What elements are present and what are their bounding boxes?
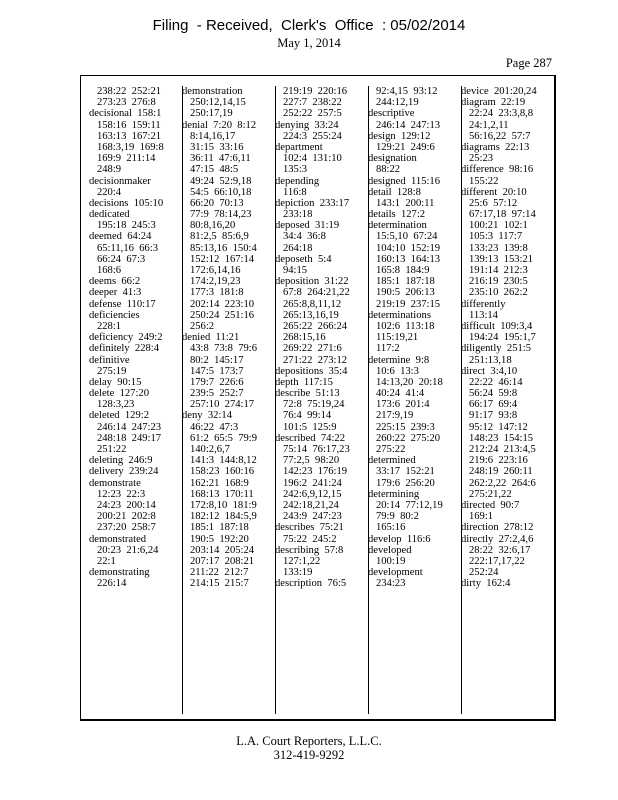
index-entry-line: 207:17 208:21	[182, 555, 255, 567]
index-entry-line: 256:2	[182, 320, 215, 332]
index-entry-line: 31:15 33:16	[182, 141, 244, 153]
index-entry-line: difficult 109:3,4	[461, 320, 533, 332]
index-entry-line: 116:8	[275, 186, 307, 198]
index-entry-line: difference 98:16	[461, 164, 534, 176]
index-entry-line: deposed 31:19	[275, 220, 340, 232]
index-entry-line: 105:3 117:7	[461, 231, 523, 243]
index-entry-line: 67:17,18 97:14	[461, 209, 536, 221]
hearing-date: May 1, 2014	[277, 36, 341, 50]
index-entry-line: 10:6 13:3	[368, 365, 419, 377]
index-entry-line: 248:9	[89, 164, 122, 176]
index-entry-line: 242:6,9,12,15	[275, 488, 342, 500]
index-entry-line: 235:10 262:2	[461, 287, 528, 299]
index-entry-line: direction 278:12	[461, 522, 534, 534]
index-entry-line: 158:16 159:11	[89, 119, 161, 131]
index-entry-line: 275:21,22	[461, 488, 512, 500]
index-entry-line: 43:8 73:8 79:6	[182, 343, 258, 355]
index-entry-line: 139:13 153:21	[461, 253, 534, 265]
index-entry-line: 25:23	[461, 153, 494, 165]
index-entry-line: 77:2,5 98:20	[275, 455, 340, 467]
index-entry-line: 220:4	[89, 186, 122, 198]
index-entry-line: 100:19	[368, 555, 406, 567]
index-entry-line: 92:4,15 93:12	[368, 86, 438, 97]
index-entry-line: defense 110:17	[89, 298, 156, 310]
index-entry-line: depth 117:15	[275, 376, 333, 388]
filing-stamp: Filing - Received, Clerk's Office : 05/02/2014	[152, 17, 466, 34]
index-entry-line: description 76:5	[275, 578, 347, 590]
index-entry-line: 168:6	[89, 265, 122, 276]
index-entry-line: 162:21 168:9	[182, 477, 249, 489]
index-entry-line: differently	[461, 298, 506, 310]
index-entry-line: deposition 31:22	[275, 276, 349, 288]
index-entry-line: designed 115:16	[368, 175, 440, 187]
index-entry-line: 242:18,21,24	[275, 499, 339, 511]
index-entry-line: 117:2	[368, 343, 400, 355]
index-entry-line: 76:4 99:14	[275, 410, 332, 422]
index-entry-line: 142:23 176:19	[275, 466, 348, 478]
index-entry-line: 190:5 206:13	[368, 287, 435, 299]
index-entry-line: 22:22 46:14	[461, 376, 523, 388]
index-entry-line: 129:21 249:6	[368, 141, 435, 153]
index-entry-line: 33:17 152:21	[368, 466, 435, 478]
index-entry-line: 65:11,16 66:3	[89, 242, 159, 254]
index-entry-line: 102:6 113:18	[368, 320, 435, 332]
index-entry-line: 24:23 200:14	[89, 499, 156, 511]
index-entry-line: denied 11:21	[182, 332, 240, 344]
index-column-3	[275, 86, 367, 714]
index-entry-line: development	[368, 567, 423, 579]
index-column-1	[89, 86, 181, 714]
index-entry-line: 195:18 245:3	[89, 220, 156, 232]
index-entry-line: 225:15 239:3	[368, 421, 435, 433]
index-entry-line: 194:24 195:1,7	[461, 332, 536, 344]
index-entry-line: 165:16	[368, 522, 406, 534]
index-entry-line: 168:3,19 169:8	[89, 141, 164, 153]
index-entry-line: 141:3 144:8,12	[182, 455, 257, 467]
index-entry-line: designation	[368, 153, 417, 165]
index-entry-line: 271:22 273:12	[275, 354, 348, 366]
index-entry-line: 244:12,19	[368, 97, 419, 109]
index-entry-line: 169:1	[461, 511, 494, 523]
index-entry-line: 239:5 252:7	[182, 388, 244, 400]
index-entry-line: 179:7 226:6	[182, 376, 244, 388]
index-entry-line: 15:5,10 67:24	[368, 231, 438, 243]
index-entry-line: 216:19 230:5	[461, 276, 528, 288]
index-entry-line: 155:22	[461, 175, 499, 187]
index-entry-line: deleted 129:2	[89, 410, 150, 422]
index-entry-line: 234:23	[368, 578, 406, 590]
index-entry-line: 265:13,16,19	[275, 309, 339, 321]
index-entry-line: 165:8 184:9	[368, 265, 430, 276]
index-entry-line: 219:19 220:16	[275, 86, 348, 97]
index-entry-line: 233:18	[275, 209, 313, 221]
index-entry-line: 269:22 271:6	[275, 343, 342, 355]
index-entry-line: 72:8 75:19,24	[275, 399, 345, 411]
index-entry-line: 250:24 251:16	[182, 309, 255, 321]
index-entry-line: 211:22 212:7	[182, 567, 249, 579]
index-entry-line: 28:22 32:6,17	[461, 544, 531, 556]
index-entry-line: determining	[368, 488, 420, 500]
index-entry-line: 100:21 102:1	[461, 220, 528, 232]
index-entry-line: dedicated	[89, 209, 130, 221]
index-entry-line: diagram 22:19	[461, 97, 526, 109]
index-entry-line: 49:24 52:9,18	[182, 175, 252, 187]
index-column-4	[368, 86, 460, 714]
index-entry-line: detail 128:8	[368, 186, 421, 198]
index-entry-line: 224:3 255:24	[275, 130, 342, 142]
index-entry-line: 80:2 145:17	[182, 354, 244, 366]
index-entry-line: 196:2 241:24	[275, 477, 342, 489]
index-entry-line: decisional 158:1	[89, 108, 162, 120]
index-entry-line: 113:14	[461, 309, 498, 321]
index-entry-line: 133:19	[275, 567, 313, 579]
index-entry-line: 185:1 187:18	[182, 522, 249, 534]
index-entry-line: 265:22 266:24	[275, 320, 348, 332]
index-entry-line: directly 27:2,4,6	[461, 533, 534, 545]
index-entry-line: 251:13,18	[461, 354, 512, 366]
index-entry-line: 257:10 274:17	[182, 399, 255, 411]
index-entry-line: 252:24	[461, 567, 499, 579]
index-entry-line: 12:23 22:3	[89, 488, 146, 500]
index-entry-line: 143:1 200:11	[368, 197, 435, 209]
index-entry-line: decisionmaker	[89, 175, 151, 187]
index-entry-line: 22:24 23:3,8,8	[461, 108, 534, 120]
index-entry-line: 66:24 67:3	[89, 253, 146, 265]
index-entry-line: device 201:20,24	[461, 86, 537, 97]
index-entry-line: 238:22 252:21	[89, 86, 162, 97]
index-entry-line: 190:5 192:20	[182, 533, 249, 545]
index-entry-line: determinations	[368, 309, 431, 321]
index-entry-line: denying 33:24	[275, 119, 339, 131]
index-entry-line: depositions 35:4	[275, 365, 348, 377]
index-entry-line: 264:18	[275, 242, 313, 254]
index-entry-line: deleting 246:9	[89, 455, 153, 467]
index-entry-line: 237:20 258:7	[89, 522, 156, 534]
index-entry-line: 34:4 36:8	[275, 231, 326, 243]
index-entry-line: 169:9 211:14	[89, 153, 156, 165]
index-entry-line: describe 51:13	[275, 388, 340, 400]
index-entry-line: determined	[368, 455, 416, 467]
index-entry-line: 115:19,21	[368, 332, 419, 344]
index-entry-line: 202:14 223:10	[182, 298, 255, 310]
index-entry-line: 133:23 139:8	[461, 242, 528, 254]
index-entry-line: 177:3 181:8	[182, 287, 244, 299]
index-entry-line: 265:8,8,11,12	[275, 298, 342, 310]
index-entry-line: 75:14 76:17,23	[275, 444, 350, 455]
index-entry-line: 80:8,16,20	[182, 220, 236, 232]
index-entry-line: 217:9,19	[368, 410, 414, 422]
index-entry-line: 79:9 80:2	[368, 511, 419, 523]
index-entry-line: 268:15,16	[275, 332, 326, 344]
index-entry-line: delay 90:15	[89, 376, 142, 388]
index-entry-line: 262:2,22 264:6	[461, 477, 536, 489]
index-entry-line: 275:19	[89, 365, 127, 377]
index-entry-line: 172:8,10 181:9	[182, 499, 257, 511]
index-entry-line: 54:5 66:10,18	[182, 186, 252, 198]
reporter-name: L.A. Court Reporters, L.L.C.	[236, 734, 382, 748]
index-entry-line: 40:24 41:4	[368, 388, 425, 400]
index-entry-line: 61:2 65:5 79:9	[182, 432, 258, 444]
index-entry-line: 250:12,14,15	[182, 97, 246, 109]
index-entry-line: delivery 239:24	[89, 466, 159, 478]
index-entry-line: 228:1	[89, 320, 122, 332]
index-entry-line: 25:6 57:12	[461, 197, 518, 209]
index-entry-line: 81:2,5 85:6,9	[182, 231, 249, 243]
index-entry-line: definitive	[89, 354, 130, 366]
index-entry-line: 252:22 257:5	[275, 108, 342, 120]
index-entry-line: 275:22	[368, 444, 406, 455]
index-entry-line: 104:10 152:19	[368, 242, 441, 254]
index-entry-line: 248:18 249:17	[89, 432, 162, 444]
reporter-phone: 312-419-9292	[273, 748, 345, 762]
index-entry-line: developed	[368, 544, 412, 556]
index-column-5	[461, 86, 553, 714]
index-entry-line: 20:14 77:12,19	[368, 499, 443, 511]
index-entry-line: deems 66:2	[89, 276, 141, 288]
index-entry-line: diagrams 22:13	[461, 141, 530, 153]
index-entry-line: different 20:10	[461, 186, 527, 198]
index-entry-line: demonstrate	[89, 477, 141, 489]
index-entry-line: 85:13,16 150:4	[182, 242, 257, 254]
index-entry-line: 227:7 238:22	[275, 97, 342, 109]
index-entry-line: describing 57:8	[275, 544, 344, 556]
index-entry-line: 20:23 21:6,24	[89, 544, 159, 556]
index-entry-line: 140:2,6,7	[182, 444, 230, 455]
index-entry-line: 8:14,16,17	[182, 130, 236, 142]
index-entry-line: descriptive	[368, 108, 415, 120]
index-entry-line: delete 127:20	[89, 388, 150, 400]
index-entry-line: determine 9:8	[368, 354, 430, 366]
index-entry-line: 222:17,17,22	[461, 555, 525, 567]
index-entry-line: 273:23 276:8	[89, 97, 156, 109]
index-entry-line: 152:12 167:14	[182, 253, 255, 265]
index-entry-line: details 127:2	[368, 209, 426, 221]
index-entry-line: decisions 105:10	[89, 197, 164, 209]
index-entry-line: 160:13 164:13	[368, 253, 441, 265]
index-entry-line: 56:16,22 57:7	[461, 130, 531, 142]
index-entry-line: 251:22	[89, 444, 127, 455]
index-entry-line: 102:4 131:10	[275, 153, 342, 165]
index-entry-line: design 129:12	[368, 130, 431, 142]
index-entry-line: deposeth 5:4	[275, 253, 332, 265]
index-entry-line: depiction 233:17	[275, 197, 350, 209]
index-entry-line: 36:11 47:6,11	[182, 153, 251, 165]
index-entry-line: 66:20 70:13	[182, 197, 244, 209]
index-entry-line: 128:3,23	[89, 399, 135, 411]
index-entry-line: 203:14 205:24	[182, 544, 255, 556]
index-entry-line: develop 116:6	[368, 533, 431, 545]
index-entry-line: demonstrated	[89, 533, 147, 545]
index-entry-line: described 74:22	[275, 432, 346, 444]
index-entry-line: 95:12 147:12	[461, 421, 528, 433]
index-entry-line: 94:15	[275, 265, 308, 276]
index-entry-line: 67:8 264:21,22	[275, 287, 350, 299]
index-entry-line: 88:22	[368, 164, 401, 176]
index-entry-line: diligently 251:5	[461, 343, 532, 355]
index-entry-line: 173:6 201:4	[368, 399, 430, 411]
index-entry-line: 77:9 78:14,23	[182, 209, 252, 221]
index-entry-line: 191:14 212:3	[461, 265, 528, 276]
index-entry-line: 219:19 237:15	[368, 298, 441, 310]
index-entry-line: depending	[275, 175, 320, 187]
index-entry-line: 24:1,2,11	[461, 119, 509, 131]
index-entry-line: denial 7:20 8:12	[182, 119, 257, 131]
index-entry-line: 101:5 125:9	[275, 421, 337, 433]
index-entry-line: 56:24 59:8	[461, 388, 518, 400]
index-entry-line: 147:5 173:7	[182, 365, 244, 377]
index-entry-line: 185:1 187:18	[368, 276, 435, 288]
index-entry-line: 172:6,14,16	[182, 265, 241, 276]
index-entry-line: 163:13 167:21	[89, 130, 162, 142]
index-entry-line: dirty 162:4	[461, 578, 511, 590]
index-entry-line: 243:9 247:23	[275, 511, 342, 523]
index-entry-line: 226:14	[89, 578, 127, 590]
index-entry-line: 22:1	[89, 555, 116, 567]
index-entry-line: 179:6 256:20	[368, 477, 435, 489]
index-entry-line: direct 3:4,10	[461, 365, 518, 377]
index-entry-line: department	[275, 141, 323, 153]
index-entry-line: 148:23 154:15	[461, 432, 534, 444]
index-entry-line: deeper 41:3	[89, 287, 142, 299]
index-entry-line: demonstration	[182, 86, 243, 97]
index-entry-line: demonstrating	[89, 567, 150, 579]
index-entry-line: 158:23 160:16	[182, 466, 255, 478]
index-entry-line: 47:15 48:5	[182, 164, 239, 176]
index-box	[80, 75, 556, 721]
index-entry-line: directed 90:7	[461, 499, 520, 511]
index-entry-line: 174:2,19,23	[182, 276, 241, 288]
index-entry-line: 66:17 69:4	[461, 399, 518, 411]
index-entry-line: deficiencies	[89, 309, 140, 321]
index-entry-line: 14:13,20 20:18	[368, 376, 443, 388]
index-entry-line: 168:13 170:11	[182, 488, 254, 500]
index-entry-line: deficiency 249:2	[89, 332, 163, 344]
index-entry-line: 135:3	[275, 164, 308, 176]
index-entry-line: 246:14 247:23	[89, 421, 162, 433]
index-entry-line: determination	[368, 220, 427, 232]
index-entry-line: deny 32:14	[182, 410, 233, 422]
index-entry-line: 200:21 202:8	[89, 511, 156, 523]
index-entry-line: 75:22 245:2	[275, 533, 337, 545]
index-entry-line: 248:19 260:11	[461, 466, 533, 478]
index-entry-line: deemed 64:24	[89, 231, 152, 243]
index-entry-line: 214:15 215:7	[182, 578, 249, 590]
index-column-2	[182, 86, 274, 714]
index-entry-line: 182:12 184:5,9	[182, 511, 257, 523]
page-number: Page 287	[505, 56, 552, 70]
index-entry-line: 212:24 213:4,5	[461, 444, 536, 455]
index-entry-line: definitely 228:4	[89, 343, 160, 355]
index-entry-line: describes 75:21	[275, 522, 344, 534]
index-entry-line: 91:17 93:8	[461, 410, 518, 422]
index-entry-line: 127:1,22	[275, 555, 321, 567]
index-entry-line: 250:17,19	[182, 108, 233, 120]
index-entry-line: 46:22 47:3	[182, 421, 239, 433]
index-entry-line: 219:6 223:16	[461, 455, 528, 467]
index-entry-line: 246:14 247:13	[368, 119, 441, 131]
index-entry-line: 260:22 275:20	[368, 432, 441, 444]
